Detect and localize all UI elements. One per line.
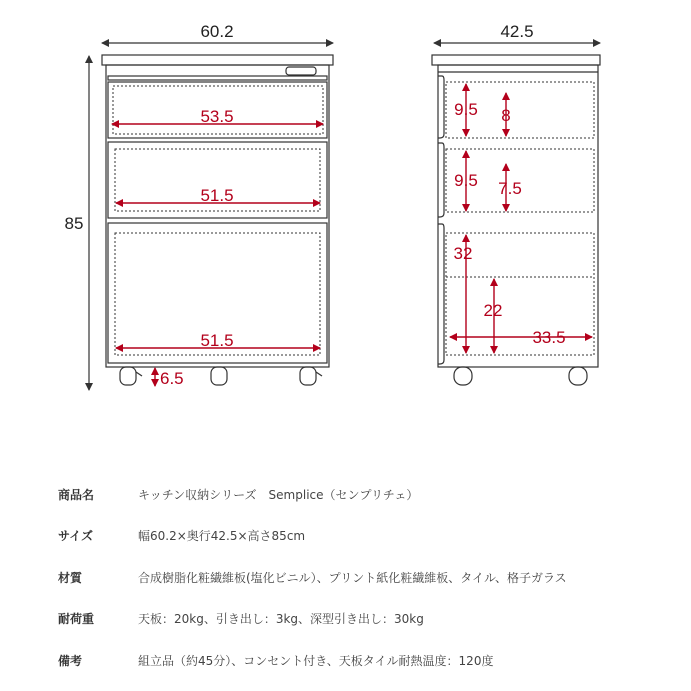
drawer-1-outer-height-label: 9.5 xyxy=(454,100,478,119)
spec-label: 商品名 xyxy=(58,488,95,502)
drawer-2-inner-height-label: 7.5 xyxy=(498,179,522,198)
front-height-label: 85 xyxy=(64,214,84,233)
side-caster-left xyxy=(454,367,472,385)
drawer-1-inner-height-label: 8 xyxy=(501,106,511,125)
spec-row-load-capacity xyxy=(0,606,691,630)
spec-value: 幅60.2×奥行42.5×高さ85cm xyxy=(138,529,306,543)
spec-value: キッチン収納シリーズ Semplice（センプリチェ） xyxy=(138,488,419,502)
side-top-board xyxy=(432,55,600,65)
drawer-1-width-label: 53.5 xyxy=(200,107,234,126)
spec-row-product-name xyxy=(0,482,691,506)
spec-label: サイズ xyxy=(58,529,94,543)
front-width-label: 60.2 xyxy=(200,22,234,41)
front-caster-middle xyxy=(211,367,227,385)
front-caster-right xyxy=(300,367,316,385)
side-inner-dimensions xyxy=(450,84,592,353)
spec-value: 組立品（約45分）、コンセント付き、天板タイル耐熱温度：120度 xyxy=(138,654,494,668)
front-handle-strip xyxy=(108,76,327,80)
front-caster-left xyxy=(120,367,136,385)
caster-clearance-label: 6.5 xyxy=(160,369,184,388)
drawer-2-outer-height-label: 9.5 xyxy=(454,171,478,190)
side-view xyxy=(432,43,600,385)
drawer-3-inner-height-label: 22 xyxy=(483,301,503,320)
spec-label: 材質 xyxy=(58,571,83,585)
side-drawer-1-front xyxy=(438,76,444,138)
side-depth-label: 42.5 xyxy=(500,22,534,41)
spec-row-material xyxy=(0,565,691,589)
spec-row-size xyxy=(0,523,691,547)
spec-value: 合成樹脂化粧繊維板(塩化ビニル）、プリント紙化粧繊維板、タイル、格子ガラス xyxy=(138,571,567,585)
drawer-3-outer-height-label: 32 xyxy=(453,244,473,263)
spec-value: 天板：20kg、引き出し：3kg、深型引き出し：30kg xyxy=(138,612,424,626)
drawer-3-width-label: 51.5 xyxy=(200,331,234,350)
side-caster-right xyxy=(569,367,587,385)
spec-row-notes xyxy=(0,648,691,672)
side-drawer-2-front xyxy=(438,143,444,217)
spec-label: 耐荷重 xyxy=(58,612,95,626)
side-drawer-3-front xyxy=(438,224,444,364)
spec-label: 備考 xyxy=(58,654,83,668)
outlet-icon xyxy=(286,67,316,75)
drawer-3-inner-depth-label: 33.5 xyxy=(532,328,566,347)
front-drawer-2 xyxy=(108,142,327,218)
drawer-2-width-label: 51.5 xyxy=(200,186,234,205)
front-top-board xyxy=(102,55,333,65)
